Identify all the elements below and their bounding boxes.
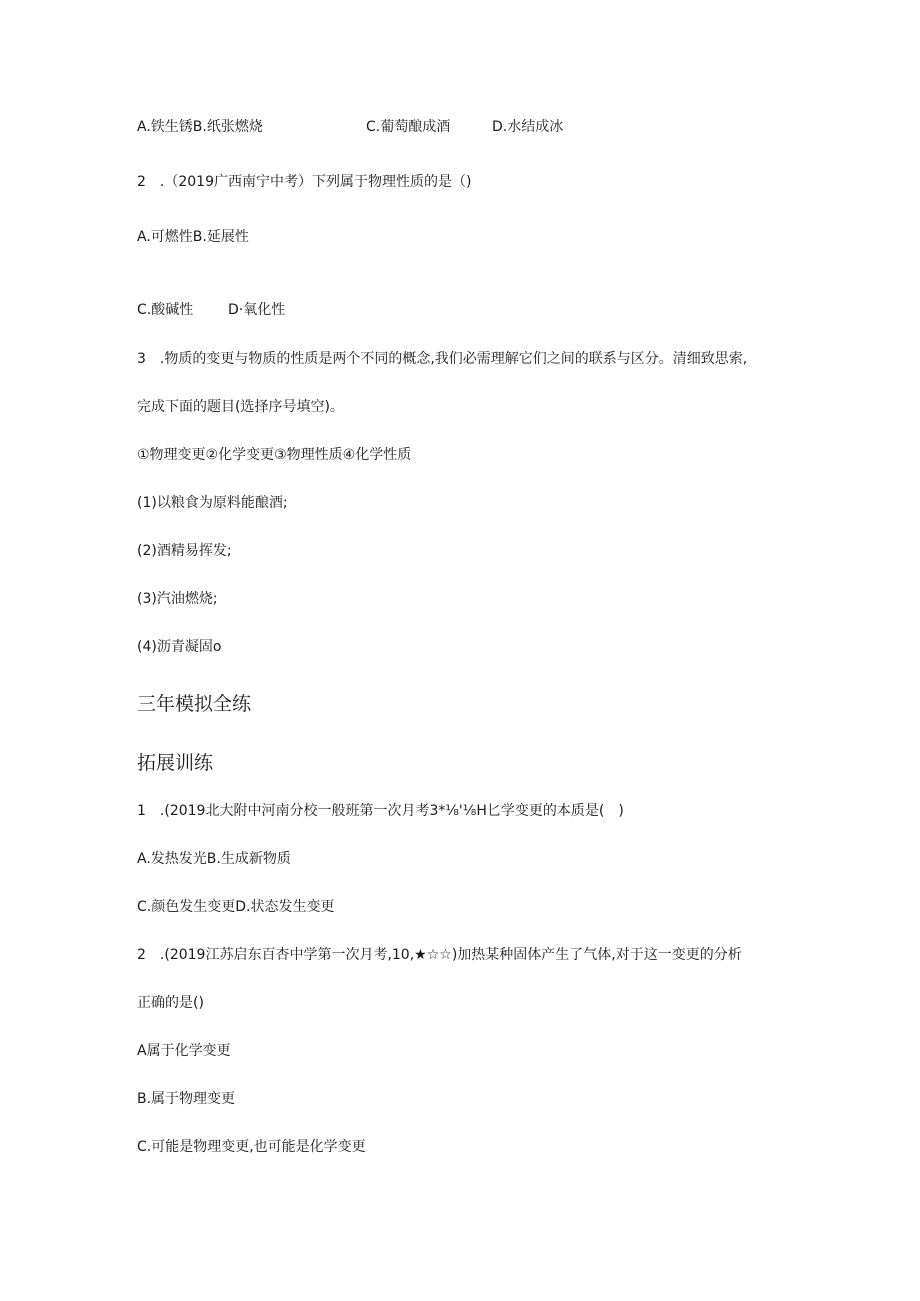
- q2-option-c: C.酸碱性: [137, 302, 194, 318]
- ext-q1-stem: 1 .(2019北大附中河南分校一般班第一次月考3*⅛'⅛H匕学变更的本质是( ): [137, 803, 624, 819]
- ext-q2-stem-line1: 2 .(2019江苏启东百杏中学第一次月考,10,★☆☆)加热某种固体产生了气体,对于这一变更的分析: [137, 947, 742, 963]
- q3-item-4: (4)沥青凝固o: [137, 639, 222, 655]
- ext-q1-option-cd: C.颜色发生变更D.状态发生变更: [137, 899, 335, 915]
- q2-stem: 2 .（2019广西南宁中考）下列属于物理性质的是（): [137, 174, 472, 190]
- q1-option-ab: A.铁生锈B.纸张燃烧: [137, 119, 263, 135]
- ext-q2-option-c: C.可能是物理变更,也可能是化学变更: [137, 1139, 366, 1155]
- section-title: 三年模拟全练: [137, 693, 252, 715]
- q2-option-ab: A.可燃性B.延展性: [137, 229, 249, 245]
- ext-q2-option-b: B.属于物理变更: [137, 1091, 236, 1107]
- q2-option-d: D·氧化性: [228, 302, 286, 318]
- ext-q2-stem-line2: 正确的是(): [137, 995, 204, 1011]
- q1-option-d: D.水结成冰: [492, 119, 564, 135]
- q3-item-2: (2)酒精易挥发;: [137, 543, 232, 559]
- ext-q2-option-a: A属于化学变更: [137, 1043, 231, 1059]
- ext-q1-option-ab: A.发热发光B.生成新物质: [137, 851, 291, 867]
- q3-stem-line1: 3 .物质的变更与物质的性质是两个不同的概念,我们必需理解它们之间的联系与区分。清细致思索,: [137, 351, 748, 367]
- q3-stem-line2: 完成下面的题目(选择序号填空)。: [137, 399, 344, 415]
- subsection-title: 拓展训练: [137, 752, 214, 774]
- q3-item-1: (1)以粮食为原料能酿酒;: [137, 495, 288, 511]
- q3-choices: ①物理变更②化学变更③物理性质④化学性质: [137, 447, 412, 463]
- q3-item-3: (3)汽油燃烧;: [137, 591, 218, 607]
- q1-option-c: C.葡萄酿成酒: [366, 119, 451, 135]
